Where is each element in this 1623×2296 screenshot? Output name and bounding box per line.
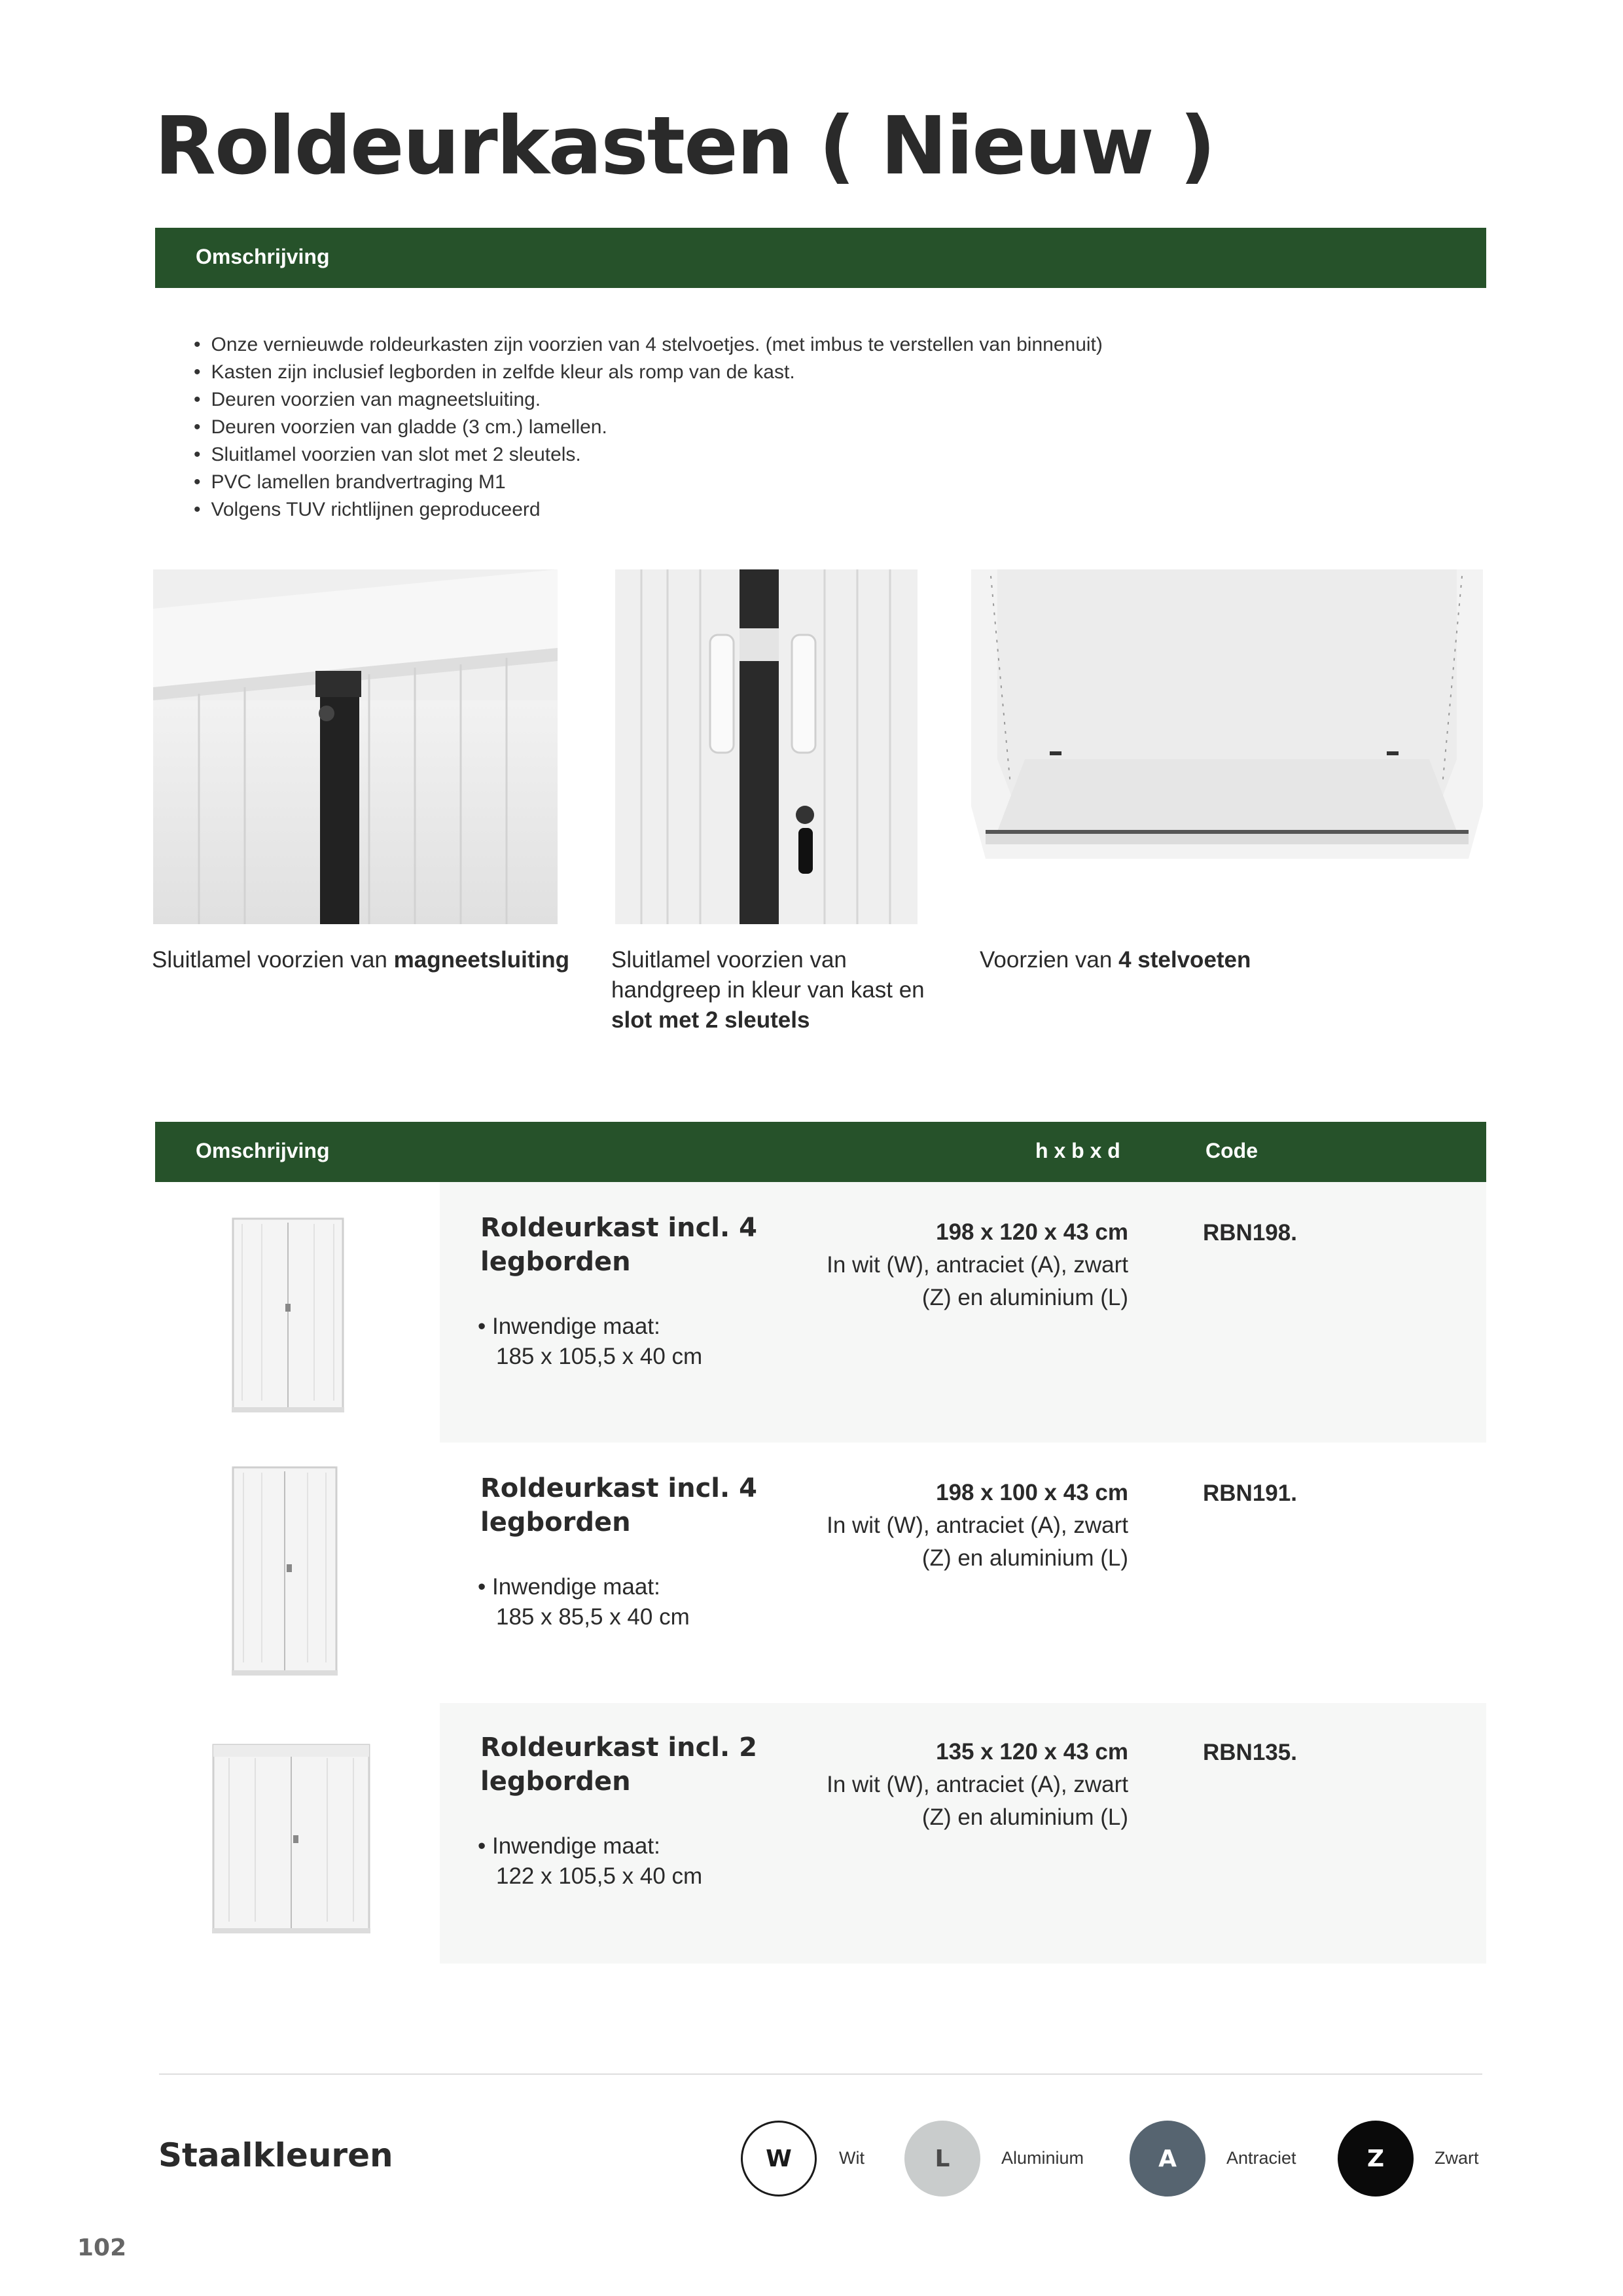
caption-highlight: slot met 2 sleutels	[611, 1007, 810, 1033]
product-dimensions	[762, 1216, 1128, 1314]
product-image-rbn191	[229, 1466, 340, 1679]
bullet-item: • Onze vernieuwde roldeurkasten zijn voorzien van 4 stelvoetjes. (met imbus te verstellen van binnenuit)	[194, 331, 1103, 359]
inside-label: Inwendige maat:	[491, 1314, 660, 1339]
product-image-rbn135	[209, 1744, 373, 1937]
description-header-bar	[155, 228, 1486, 288]
product-title: Roldeurkast incl. 2 legborden	[480, 1732, 757, 1797]
inside-value: 185 x 85,5 x 40 cm	[496, 1604, 690, 1630]
color-options-line: In wit (W), antraciet (A), zwart	[827, 1513, 1128, 1538]
bullet-item: • PVC lamellen brandvertraging M1	[194, 469, 1103, 496]
handle-lock-caption	[611, 945, 938, 1035]
inside-label: Inwendige maat:	[491, 1833, 660, 1859]
bullet-item: • Volgens TUV richtlijnen geproduceerd	[194, 496, 1103, 524]
caption-text: Sluitlamel voorzien van handgreep in kleur van kast en	[611, 947, 925, 1003]
column-header-dimensions: h x b x d	[1035, 1139, 1120, 1162]
swatch-antraciet: A	[1130, 2121, 1205, 2197]
page-number: 102	[77, 2234, 127, 2261]
inside-value: 185 x 105,5 x 40 cm	[496, 1344, 703, 1369]
swatch-label-antraciet: Antraciet	[1226, 2148, 1296, 2168]
color-options-line: (Z) en aluminium (L)	[921, 1804, 1128, 1830]
color-options-line: (Z) en aluminium (L)	[921, 1545, 1128, 1571]
inside-dimensions: • Inwendige maat: 185 x 105,5 x 40 cm	[478, 1312, 702, 1372]
bullet-item: • Deuren voorzien van magneetsluiting.	[194, 386, 1103, 414]
page-title: Roldeurkasten ( Nieuw )	[154, 99, 1215, 192]
column-header-code: Code	[1205, 1139, 1258, 1162]
caption-highlight: magneetsluiting	[393, 947, 569, 973]
swatch-aluminium: L	[904, 2121, 980, 2197]
swatch-zwart: Z	[1338, 2121, 1414, 2197]
product-code: RBN135.	[1203, 1740, 1297, 1765]
inside-dimensions: • Inwendige maat: 122 x 105,5 x 40 cm	[478, 1831, 702, 1892]
product-image-rbn198	[229, 1217, 347, 1416]
product-dimensions	[762, 1477, 1128, 1575]
product-table-header	[155, 1122, 1486, 1182]
product-code: RBN198.	[1203, 1220, 1297, 1246]
dimensions-value: 198 x 120 x 43 cm	[936, 1219, 1128, 1245]
dimensions-value: 135 x 120 x 43 cm	[936, 1739, 1128, 1765]
handle-lock-photo	[615, 569, 918, 924]
product-code: RBN191.	[1203, 1480, 1297, 1506]
description-header-label: Omschrijving	[196, 245, 330, 268]
inside-dimensions: • Inwendige maat: 185 x 85,5 x 40 cm	[478, 1572, 690, 1632]
product-title: Roldeurkast incl. 4 legborden	[480, 1213, 757, 1277]
caption-highlight: 4 stelvoeten	[1118, 947, 1251, 973]
feature-bullet-list	[194, 331, 1103, 524]
product-dimensions	[762, 1736, 1128, 1834]
color-options-line: In wit (W), antraciet (A), zwart	[827, 1772, 1128, 1797]
inside-label: Inwendige maat:	[491, 1574, 660, 1600]
column-header-description: Omschrijving	[196, 1139, 330, 1162]
section-divider	[159, 2073, 1482, 2075]
magnet-closure-photo	[153, 569, 558, 924]
caption-text: Sluitlamel voorzien van	[152, 947, 394, 973]
swatch-white: W	[741, 2121, 817, 2197]
swatch-label-zwart: Zwart	[1435, 2148, 1479, 2168]
swatch-label-aluminium: Aluminium	[1001, 2148, 1084, 2168]
steel-colors-heading: Staalkleuren	[158, 2136, 393, 2174]
product-title: Roldeurkast incl. 4 legborden	[480, 1473, 757, 1537]
inside-value: 122 x 105,5 x 40 cm	[496, 1863, 703, 1889]
adjustable-feet-caption	[980, 945, 1372, 975]
color-options-line: In wit (W), antraciet (A), zwart	[827, 1252, 1128, 1278]
swatch-label-white: Wit	[839, 2148, 865, 2168]
adjustable-feet-photo	[971, 569, 1483, 872]
bullet-item: • Kasten zijn inclusief legborden in zelfde kleur als romp van de kast.	[194, 359, 1103, 386]
dimensions-value: 198 x 100 x 43 cm	[936, 1480, 1128, 1505]
bullet-item: • Sluitlamel voorzien van slot met 2 sleutels.	[194, 441, 1103, 469]
magnet-closure-caption	[152, 945, 584, 975]
color-options-line: (Z) en aluminium (L)	[921, 1285, 1128, 1310]
bullet-item: • Deuren voorzien van gladde (3 cm.) lamellen.	[194, 414, 1103, 441]
caption-text: Voorzien van	[980, 947, 1119, 973]
